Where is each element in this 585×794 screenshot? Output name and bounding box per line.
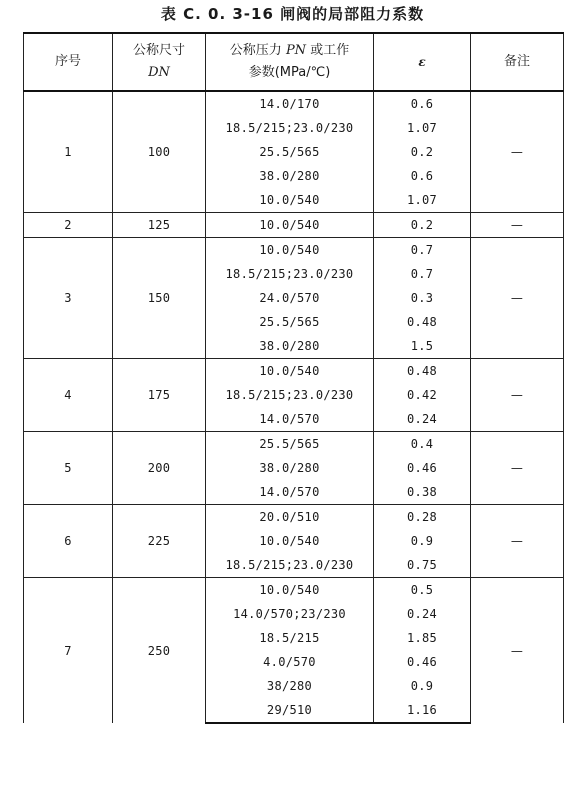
cell-pressure-params: 18.5/215;23.0/230 <box>206 262 374 286</box>
cell-pressure-params: 38.0/280 <box>206 164 374 188</box>
header-no: 序号 <box>24 33 113 91</box>
cell-pressure-params: 10.0/540 <box>206 578 374 603</box>
cell-resistance-coefficient: 0.5 <box>374 578 471 603</box>
cell-pressure-params: 14.0/170 <box>206 91 374 116</box>
cell-resistance-coefficient: 0.3 <box>374 286 471 310</box>
cell-nominal-size: 225 <box>113 505 206 578</box>
header-dn: 公称尺寸 DN <box>113 33 206 91</box>
cell-note: — <box>471 578 564 724</box>
cell-pressure-params: 38/280 <box>206 674 374 698</box>
cell-nominal-size: 200 <box>113 432 206 505</box>
table-row <box>24 578 564 603</box>
cell-resistance-coefficient: 0.4 <box>374 432 471 457</box>
cell-resistance-coefficient: 0.48 <box>374 310 471 334</box>
cell-resistance-coefficient: 0.9 <box>374 529 471 553</box>
cell-pressure-params: 14.0/570;23/230 <box>206 602 374 626</box>
table-row <box>24 432 564 457</box>
cell-serial-no: 4 <box>24 359 113 432</box>
cell-resistance-coefficient: 0.46 <box>374 650 471 674</box>
cell-resistance-coefficient: 1.5 <box>374 334 471 359</box>
table-row <box>24 213 564 238</box>
cell-nominal-size: 250 <box>113 578 206 724</box>
cell-pressure-params: 10.0/540 <box>206 529 374 553</box>
cell-pressure-params: 29/510 <box>206 698 374 723</box>
table-row <box>24 91 564 116</box>
cell-resistance-coefficient: 1.07 <box>374 188 471 213</box>
table-title: 表 C. 0. 3-16 闸阀的局部阻力系数 <box>160 5 425 23</box>
cell-pressure-params: 10.0/540 <box>206 238 374 263</box>
cell-pressure-params: 25.5/565 <box>206 140 374 164</box>
cell-note: — <box>471 432 564 505</box>
cell-pressure-params: 25.5/565 <box>206 432 374 457</box>
cell-pressure-params: 14.0/570 <box>206 480 374 505</box>
header-epsilon: ε <box>374 33 471 91</box>
cell-resistance-coefficient: 0.28 <box>374 505 471 530</box>
table-row <box>24 505 564 530</box>
table-body <box>24 91 564 723</box>
resistance-table <box>23 32 564 724</box>
cell-resistance-coefficient: 0.6 <box>374 91 471 116</box>
cell-pressure-params: 10.0/540 <box>206 213 374 238</box>
cell-resistance-coefficient: 0.38 <box>374 480 471 505</box>
cell-resistance-coefficient: 1.16 <box>374 698 471 723</box>
cell-pressure-params: 4.0/570 <box>206 650 374 674</box>
cell-serial-no: 1 <box>24 91 113 213</box>
cell-note: — <box>471 505 564 578</box>
cell-nominal-size: 125 <box>113 213 206 238</box>
cell-serial-no: 2 <box>24 213 113 238</box>
header-pn: 公称压力 PN 或工作 参数(MPa/℃) <box>206 33 374 91</box>
cell-pressure-params: 18.5/215;23.0/230 <box>206 116 374 140</box>
cell-note: — <box>471 359 564 432</box>
cell-pressure-params: 38.0/280 <box>206 334 374 359</box>
table-row <box>24 359 564 384</box>
cell-note: — <box>471 238 564 359</box>
cell-note: — <box>471 213 564 238</box>
cell-serial-no: 6 <box>24 505 113 578</box>
cell-pressure-params: 20.0/510 <box>206 505 374 530</box>
cell-pressure-params: 14.0/570 <box>206 407 374 432</box>
cell-resistance-coefficient: 0.2 <box>374 140 471 164</box>
cell-resistance-coefficient: 0.2 <box>374 213 471 238</box>
cell-pressure-params: 25.5/565 <box>206 310 374 334</box>
cell-pressure-params: 18.5/215;23.0/230 <box>206 383 374 407</box>
table-header-row <box>24 33 564 91</box>
cell-pressure-params: 18.5/215 <box>206 626 374 650</box>
cell-resistance-coefficient: 0.9 <box>374 674 471 698</box>
cell-resistance-coefficient: 0.6 <box>374 164 471 188</box>
table-row <box>24 238 564 263</box>
cell-pressure-params: 10.0/540 <box>206 359 374 384</box>
cell-serial-no: 7 <box>24 578 113 724</box>
cell-resistance-coefficient: 0.7 <box>374 238 471 263</box>
cell-pressure-params: 10.0/540 <box>206 188 374 213</box>
cell-resistance-coefficient: 0.7 <box>374 262 471 286</box>
cell-nominal-size: 150 <box>113 238 206 359</box>
cell-resistance-coefficient: 0.24 <box>374 407 471 432</box>
cell-note: — <box>471 91 564 213</box>
cell-pressure-params: 24.0/570 <box>206 286 374 310</box>
cell-resistance-coefficient: 0.24 <box>374 602 471 626</box>
header-note: 备注 <box>471 33 564 91</box>
cell-serial-no: 3 <box>24 238 113 359</box>
cell-pressure-params: 38.0/280 <box>206 456 374 480</box>
cell-resistance-coefficient: 1.07 <box>374 116 471 140</box>
cell-nominal-size: 175 <box>113 359 206 432</box>
cell-resistance-coefficient: 1.85 <box>374 626 471 650</box>
cell-serial-no: 5 <box>24 432 113 505</box>
cell-resistance-coefficient: 0.42 <box>374 383 471 407</box>
cell-resistance-coefficient: 0.48 <box>374 359 471 384</box>
cell-resistance-coefficient: 0.75 <box>374 553 471 578</box>
cell-resistance-coefficient: 0.46 <box>374 456 471 480</box>
cell-pressure-params: 18.5/215;23.0/230 <box>206 553 374 578</box>
cell-nominal-size: 100 <box>113 91 206 213</box>
